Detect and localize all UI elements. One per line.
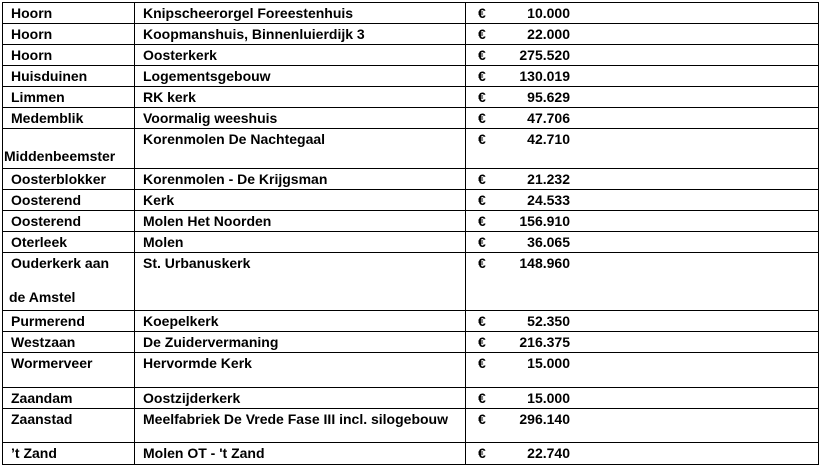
object-cell: De Zuidervermaning bbox=[135, 332, 466, 353]
place-cell: Hoorn bbox=[3, 45, 135, 66]
table-row bbox=[3, 3, 819, 24]
table-row bbox=[3, 253, 819, 311]
amount-accounting-format bbox=[466, 446, 570, 461]
currency-symbol: € bbox=[478, 89, 486, 105]
amount-value: 275.520 bbox=[519, 47, 570, 63]
place-cell: Hoorn bbox=[3, 24, 135, 45]
amount-value: 24.533 bbox=[527, 192, 570, 208]
object-cell: Voormalig weeshuis bbox=[135, 108, 466, 129]
table-row bbox=[3, 311, 819, 332]
object-cell: Logementsgebouw bbox=[135, 66, 466, 87]
amount-value: 95.629 bbox=[527, 89, 570, 105]
object-cell: RK kerk bbox=[135, 87, 466, 108]
place-cell: Limmen bbox=[3, 87, 135, 108]
amount-value: 156.910 bbox=[519, 213, 570, 229]
amount-cell bbox=[466, 332, 819, 353]
amount-accounting-format bbox=[466, 111, 570, 126]
amount-cell bbox=[466, 66, 819, 87]
place-cell: Hoorn bbox=[3, 3, 135, 24]
table-row bbox=[3, 388, 819, 409]
table-row bbox=[3, 332, 819, 353]
currency-symbol: € bbox=[478, 47, 486, 63]
object-cell: Korenmolen - De Krijgsman bbox=[135, 169, 466, 190]
currency-symbol: € bbox=[478, 131, 486, 147]
table-row bbox=[3, 108, 819, 129]
currency-symbol: € bbox=[478, 192, 486, 208]
place-cell: ’t Zand bbox=[3, 443, 135, 465]
amount-cell bbox=[466, 232, 819, 253]
amount-cell bbox=[466, 409, 819, 443]
place-cell: Oterleek bbox=[3, 232, 135, 253]
place-cell: Medemblik bbox=[3, 108, 135, 129]
amount-cell bbox=[466, 311, 819, 332]
amount-cell bbox=[466, 353, 819, 388]
object-cell: Koepelkerk bbox=[135, 311, 466, 332]
object-cell: Oostzijderkerk bbox=[135, 388, 466, 409]
object-cell: Molen OT - 't Zand bbox=[135, 443, 466, 465]
table-row bbox=[3, 169, 819, 190]
amount-value: 21.232 bbox=[527, 171, 570, 187]
amount-cell bbox=[466, 45, 819, 66]
place-cell bbox=[3, 253, 135, 311]
amount-value: 10.000 bbox=[527, 5, 570, 21]
object-cell: Meelfabriek De Vrede Fase III incl. silogebouw bbox=[135, 409, 466, 443]
currency-symbol: € bbox=[478, 213, 486, 229]
object-cell: St. Urbanuskerk bbox=[135, 253, 466, 311]
amount-cell bbox=[466, 3, 819, 24]
currency-symbol: € bbox=[478, 313, 486, 329]
currency-symbol: € bbox=[478, 445, 486, 461]
amount-cell bbox=[466, 443, 819, 465]
amount-accounting-format bbox=[466, 335, 570, 350]
table-row bbox=[3, 211, 819, 232]
amount-value: 22.740 bbox=[527, 445, 570, 461]
amount-accounting-format bbox=[466, 132, 570, 147]
currency-symbol: € bbox=[478, 171, 486, 187]
amount-accounting-format bbox=[466, 256, 570, 271]
amount-value: 148.960 bbox=[519, 255, 570, 271]
amount-value: 15.000 bbox=[527, 390, 570, 406]
place-cell: Zaandam bbox=[3, 388, 135, 409]
amount-accounting-format bbox=[466, 193, 570, 208]
amount-cell bbox=[466, 388, 819, 409]
amount-accounting-format bbox=[466, 69, 570, 84]
place-line: de Amstel bbox=[9, 289, 76, 305]
amount-cell bbox=[466, 108, 819, 129]
table-row bbox=[3, 87, 819, 108]
amount-cell bbox=[466, 253, 819, 311]
currency-symbol: € bbox=[478, 355, 486, 371]
place-cell: Oosterend bbox=[3, 211, 135, 232]
table-row bbox=[3, 443, 819, 465]
table-row bbox=[3, 129, 819, 169]
currency-symbol: € bbox=[478, 255, 486, 271]
object-cell: Kerk bbox=[135, 190, 466, 211]
object-cell: Molen bbox=[135, 232, 466, 253]
amount-value: 52.350 bbox=[527, 313, 570, 329]
amount-accounting-format bbox=[466, 314, 570, 329]
currency-symbol: € bbox=[478, 110, 486, 126]
amount-value: 36.065 bbox=[527, 234, 570, 250]
place-multiline bbox=[11, 256, 130, 305]
amount-value: 130.019 bbox=[519, 68, 570, 84]
amount-accounting-format bbox=[466, 412, 570, 427]
amount-value: 42.710 bbox=[527, 131, 570, 147]
currency-symbol: € bbox=[478, 234, 486, 250]
currency-symbol: € bbox=[478, 5, 486, 21]
table-row bbox=[3, 409, 819, 443]
amount-cell bbox=[466, 129, 819, 169]
currency-symbol: € bbox=[478, 334, 486, 350]
object-cell: Koopmanshuis, Binnenluierdijk 3 bbox=[135, 24, 466, 45]
place-cell: Oosterend bbox=[3, 190, 135, 211]
amount-value: 296.140 bbox=[519, 411, 570, 427]
place-cell: Zaanstad bbox=[3, 409, 135, 443]
place-cell: Middenbeemster bbox=[3, 129, 135, 169]
amount-accounting-format bbox=[466, 235, 570, 250]
object-cell: Hervormde Kerk bbox=[135, 353, 466, 388]
amount-cell bbox=[466, 24, 819, 45]
table-row bbox=[3, 190, 819, 211]
amount-accounting-format bbox=[466, 172, 570, 187]
place-cell: Wormerveer bbox=[3, 353, 135, 388]
amount-accounting-format bbox=[466, 391, 570, 406]
object-cell: Oosterkerk bbox=[135, 45, 466, 66]
table-row bbox=[3, 45, 819, 66]
amount-accounting-format bbox=[466, 214, 570, 229]
table-row bbox=[3, 232, 819, 253]
amount-cell bbox=[466, 87, 819, 108]
place-line: Ouderkerk aan bbox=[11, 255, 110, 271]
amount-value: 216.375 bbox=[519, 334, 570, 350]
object-cell: Knipscheerorgel Foreestenhuis bbox=[135, 3, 466, 24]
amount-cell bbox=[466, 190, 819, 211]
amount-accounting-format bbox=[466, 90, 570, 105]
currency-symbol: € bbox=[478, 390, 486, 406]
place-cell: Huisduinen bbox=[3, 66, 135, 87]
table-row bbox=[3, 66, 819, 87]
amount-value: 47.706 bbox=[527, 110, 570, 126]
currency-symbol: € bbox=[478, 26, 486, 42]
amount-accounting-format bbox=[466, 48, 570, 63]
place-cell: Oosterblokker bbox=[3, 169, 135, 190]
currency-symbol: € bbox=[478, 68, 486, 84]
amount-cell bbox=[466, 211, 819, 232]
amount-value: 22.000 bbox=[527, 26, 570, 42]
amount-accounting-format bbox=[466, 27, 570, 42]
amount-accounting-format bbox=[466, 356, 570, 371]
table-row bbox=[3, 353, 819, 388]
table-row bbox=[3, 24, 819, 45]
amount-cell bbox=[466, 169, 819, 190]
currency-symbol: € bbox=[478, 411, 486, 427]
object-cell: Korenmolen De Nachtegaal bbox=[135, 129, 466, 169]
amount-accounting-format bbox=[466, 6, 570, 21]
monument-funding-table bbox=[2, 2, 819, 465]
place-cell: Westzaan bbox=[3, 332, 135, 353]
object-cell: Molen Het Noorden bbox=[135, 211, 466, 232]
table-body bbox=[3, 3, 819, 465]
place-cell: Purmerend bbox=[3, 311, 135, 332]
amount-value: 15.000 bbox=[527, 355, 570, 371]
